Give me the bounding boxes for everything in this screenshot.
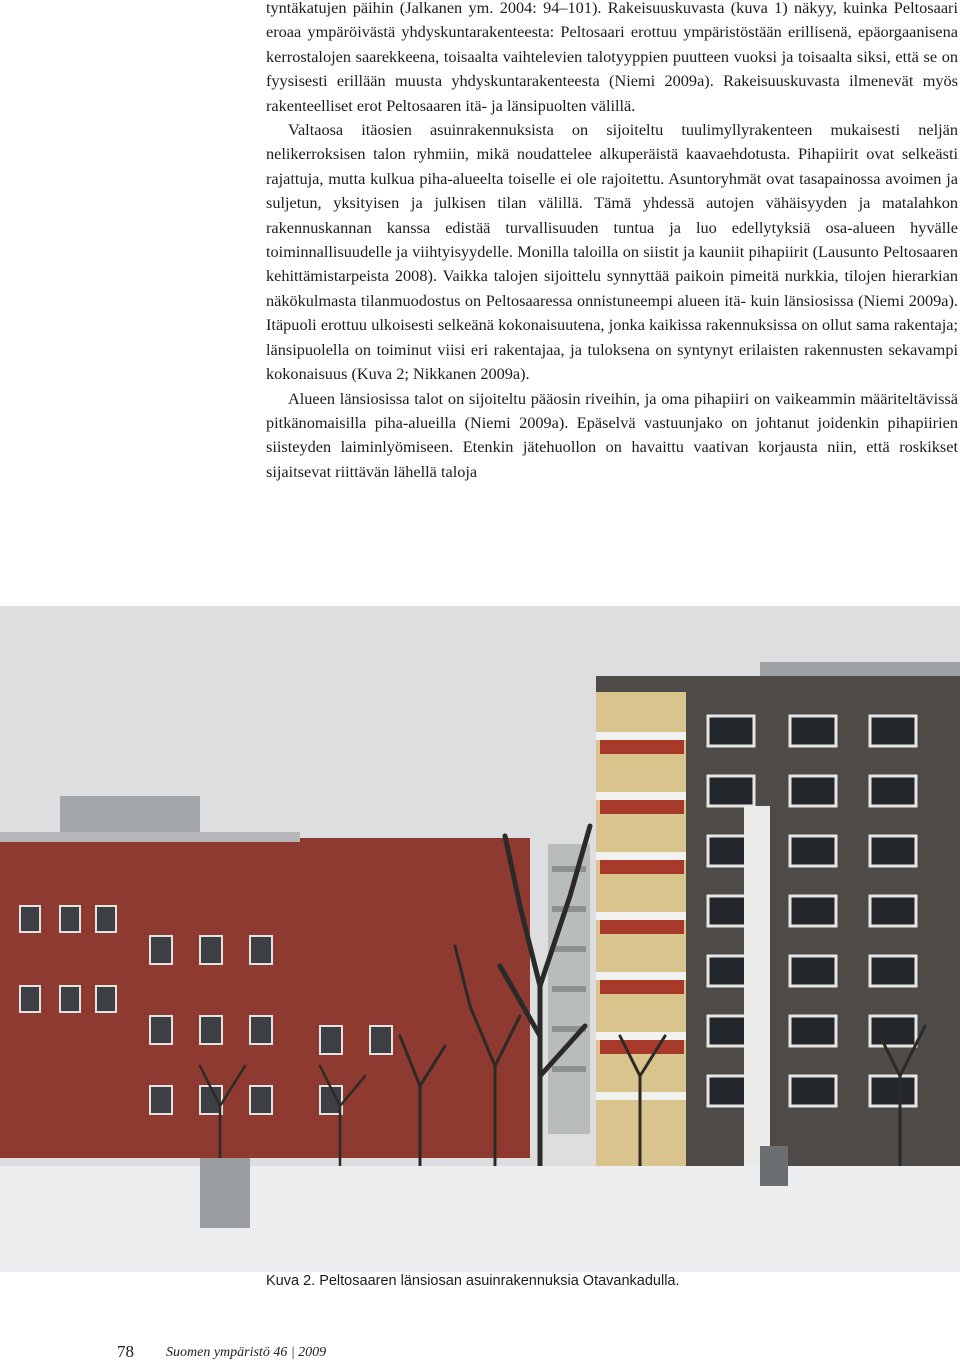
paragraph-2: Valtaosa itäosien asuinrakennuksista on sijoiteltu tuulimyllyrakenteen mukaisesti neljän nelikerroksisen talon ryhmiin, mikä noudattelee alkuperäistä kaavaehdotusta. Pihapiirit ovat selkeästi rajattuja, mutta kulkua piha-alueelta toiselle ei ole rajoitettu. Asuntoryhmät ovat tasapainossa avoimen ja suljetun, yksityisen ja julkisen tilan välillä. Tämä yhdessä autojen vähäisyyden ja matalahkon rakennuskannan kanssa edistää turvallisuuden tuntua ja luo edellytyksiä osa-alueen hyvälle toiminnallisuudelle ja viihtyisyydelle. Monilla taloilla on siistit ja kauniit pihapiirit (Lausunto Peltosaaren kehittämistarpeista 2008). Vaikka talojen sijoittelu synnyttää paikoin pimeitä nurkkia, tilojen hierarkian näkökulmasta tilanmuodostus on Peltosaaressa onnistuneempi alueen itä- kuin länsiosissa (Niemi 2009a). Itäpuoli erottuu ulkoisesti selkeänä kokonaisuutena, jonka kaikissa rakennuksissa on ollut sama rakentaja; länsipuolella on toiminut viisi eri rakentajaa, ja tuloksena on syntynyt erilaisten rakennusten sekavampi kokonaisuus (Kuva 2; Nikkanen 2009a).	[266, 120, 958, 384]
publication-title: Suomen ympäristö 46 | 2009	[166, 1345, 327, 1360]
figure-caption: Kuva 2. Peltosaaren länsiosan asuinrakennuksia Otavankadulla.	[266, 1273, 680, 1289]
body-text	[266, 0, 958, 484]
snowy-ground	[0, 1166, 960, 1272]
tall-apartment-building	[596, 662, 960, 1186]
paragraph-3: Alueen länsiosissa talot on sijoiteltu pääosin riveihin, ja oma pihapiiri on vaikeammin määriteltävissä pitkänomaisilla piha-alueilla (Niemi 2009a). Epäselvä vastuunjako on johtanut joidenkin pihapiirien siisteyden laiminlyömiseen. Etenkin jätehuollon on havaittu vaativan korjausta niin, että roskikset sijaitsevat riittävän lähellä taloja	[266, 388, 958, 481]
figure-photo	[0, 606, 960, 1272]
page-number: 78	[117, 1342, 134, 1361]
red-brick-building	[0, 796, 530, 1158]
paragraph-1: tyntäkatujen päihin (Jalkanen ym. 2004: 94–101). Rakeisuuskuvasta (kuva 1) näkyy, kuinka Peltosaari eroaa ympäröivästä yhdyskuntarakenteesta: Peltosaari erottuu ympäristöstään erillisenä, epäorgaanisena kerrostalojen saarekkeena, toisaalta vaihtelevien talotyyppien puutteen vuoksi ja toisaalta siksi, että se on fyysisesti erillään muusta yhdyskuntarakenteesta (Niemi 2009a). Rakeisuuskuvasta ilmenevät myös rakenteelliset erot Peltosaaren itä- ja länsipuolten välillä.	[266, 0, 958, 115]
